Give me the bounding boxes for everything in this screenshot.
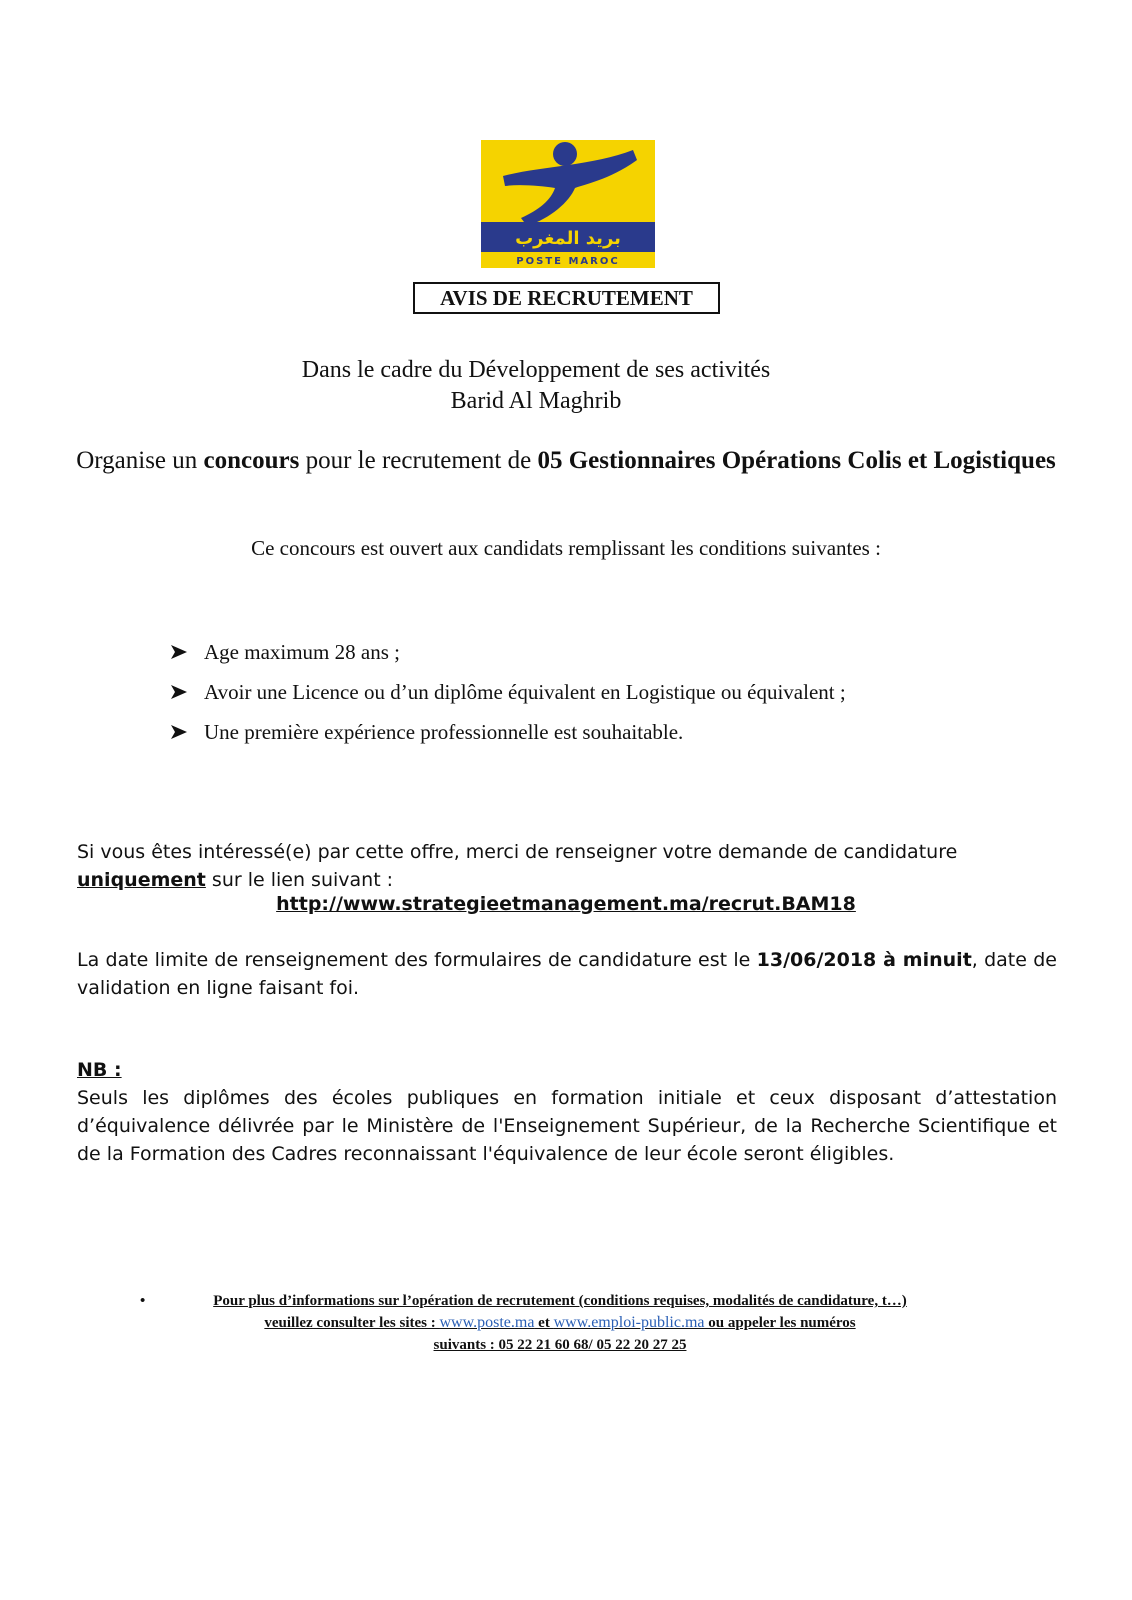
conditions-list xyxy=(170,638,846,758)
bullet-icon: • xyxy=(140,1293,146,1309)
instructions-text: Si vous êtes intéressé(e) par cette offre, merci de renseigner votre demande de candidature xyxy=(77,841,958,863)
poste-maroc-logo xyxy=(481,140,655,268)
announcement-concours: concours xyxy=(203,447,300,474)
emploi-public-site-link[interactable]: www.emploi-public.ma xyxy=(553,1314,705,1331)
list-item xyxy=(170,678,846,718)
list-item xyxy=(170,638,846,678)
footer-line-2 xyxy=(140,1312,980,1334)
list-item xyxy=(170,718,846,758)
svg-text:POSTE MAROC: POSTE MAROC xyxy=(516,256,620,267)
instructions-suffix: sur le lien suivant : xyxy=(205,869,394,891)
condition-text: Une première expérience professionnelle est souhaitable. xyxy=(204,720,684,744)
deadline-suffix: , date de validation en ligne faisant foi. xyxy=(77,949,1057,999)
footer-line-2-prefix: veuillez consulter les sites : xyxy=(264,1315,440,1331)
intro-line-2: Barid Al Maghrib xyxy=(450,388,622,414)
notice-title: AVIS DE RECRUTEMENT xyxy=(413,282,720,314)
application-link[interactable]: http://www.strategieetmanagement.ma/recrut.BAM18 xyxy=(276,893,856,915)
footer-line-3: suivants : 05 22 21 60 68/ 05 22 20 27 25 xyxy=(433,1337,687,1353)
poste-site-link[interactable]: www.poste.ma xyxy=(439,1314,535,1331)
announcement-position: 05 Gestionnaires Opérations Colis et Logistiques xyxy=(537,447,1056,474)
announcement-prefix: Organise un xyxy=(76,447,204,474)
instructions-emphasis: uniquement xyxy=(77,869,206,891)
deadline-prefix: La date limite de renseignement des formulaires de candidature est le xyxy=(77,949,757,971)
arrow-bullet-icon xyxy=(170,724,188,740)
announcement-middle: pour le recrutement de xyxy=(299,447,538,474)
arrow-bullet-icon xyxy=(170,644,188,660)
condition-text: Avoir une Licence ou d’un diplôme équivalent en Logistique ou équivalent ; xyxy=(204,680,846,704)
nb-label: NB : xyxy=(77,1059,122,1081)
conditions-intro: Ce concours est ouvert aux candidats remplissant les conditions suivantes : xyxy=(251,536,881,560)
nb-text: Seuls les diplômes des écoles publiques en formation initiale et ceux disposant d’attestation d’équivalence délivrée par le Ministère de l'Enseignement Supérieur, de la Recherche Scientifique et de la Formation des Cadres reconnaissant l'équivalence de leur école seront éligibles. xyxy=(77,1087,1057,1165)
deadline-paragraph xyxy=(77,946,1057,1002)
condition-text: Age maximum 28 ans ; xyxy=(204,640,400,664)
footer-separator: et xyxy=(534,1315,554,1331)
arrow-bullet-icon xyxy=(170,684,188,700)
footer-line-1: Pour plus d’informations sur l’opération de recrutement (conditions requises, modalités de candidature, t…) xyxy=(213,1293,907,1309)
intro-line-1: Dans le cadre du Développement de ses activités xyxy=(301,357,771,383)
footer-line-2-suffix: ou appeler les numéros xyxy=(704,1315,856,1331)
deadline-date: 13/06/2018 à minuit xyxy=(756,949,972,971)
application-instructions xyxy=(77,838,1057,894)
svg-text:بريد المغرب: بريد المغرب xyxy=(515,228,621,249)
footer-info xyxy=(140,1290,980,1356)
competition-announcement xyxy=(60,445,1072,477)
